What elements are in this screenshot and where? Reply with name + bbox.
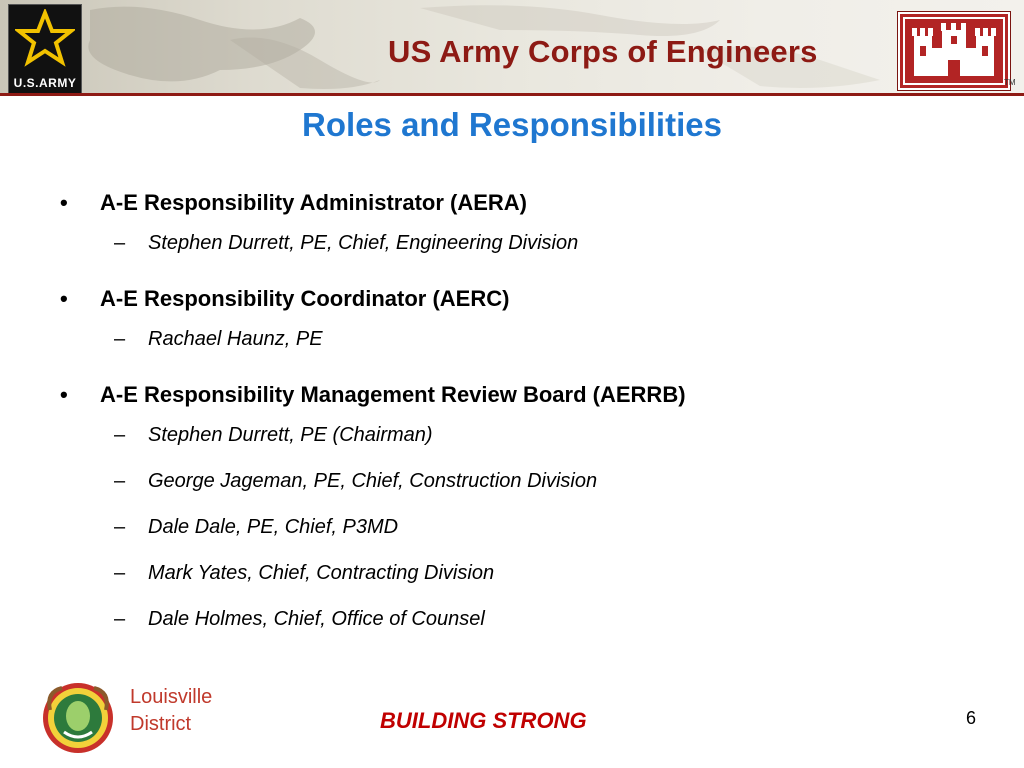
- role-heading-text: A-E Responsibility Coordinator (AERC): [100, 286, 510, 311]
- people-list: [56, 412, 986, 642]
- bullet-icon: •: [60, 286, 68, 311]
- people-list: [56, 316, 986, 362]
- person-text: Stephen Durrett, PE (Chairman): [148, 424, 433, 446]
- bullet-icon: •: [60, 382, 68, 407]
- people-list: [56, 220, 986, 266]
- bullet-icon: •: [60, 190, 68, 215]
- page-number: 6: [966, 708, 977, 728]
- role-item: [56, 282, 986, 362]
- role-heading: [56, 282, 986, 316]
- person-item: [56, 412, 986, 458]
- dash-icon: –: [114, 328, 126, 350]
- role-heading-text: A-E Responsibility Administrator (AERA): [100, 190, 527, 215]
- person-item: [56, 596, 986, 642]
- header-title: US Army Corps of Engineers: [388, 34, 818, 69]
- role-item: [56, 186, 986, 266]
- role-heading-text: A-E Responsibility Management Review Board (AERRB): [100, 382, 686, 407]
- trademark: TM: [1004, 78, 1016, 87]
- person-item: [56, 458, 986, 504]
- district-name: [130, 684, 212, 738]
- dash-icon: –: [114, 470, 126, 492]
- person-text: George Jageman, PE, Chief, Construction Division: [148, 470, 598, 492]
- dash-icon: –: [114, 608, 126, 630]
- dash-icon: –: [114, 232, 126, 254]
- person-text: Rachael Haunz, PE: [148, 328, 323, 350]
- person-text: Dale Holmes, Chief, Office of Counsel: [148, 608, 485, 630]
- slide-title: Roles and Responsibilities: [302, 106, 722, 143]
- person-text: Stephen Durrett, PE, Chief, Engineering Division: [148, 232, 579, 254]
- person-item: [56, 220, 986, 266]
- district-line-1: Louisville: [130, 686, 213, 708]
- roles-list: [56, 186, 986, 658]
- header-banner: [0, 0, 1024, 96]
- role-heading: [56, 186, 986, 220]
- person-item: [56, 550, 986, 596]
- us-army-logo: [8, 4, 82, 94]
- person-text: Dale Dale, PE, Chief, P3MD: [148, 516, 399, 538]
- district-line-2: District: [130, 713, 192, 735]
- dash-icon: –: [114, 424, 126, 446]
- person-item: [56, 316, 986, 362]
- header-divider: [0, 93, 1024, 96]
- star-icon: [15, 9, 75, 69]
- us-army-label: U.S.ARMY: [13, 76, 77, 90]
- person-item: [56, 504, 986, 550]
- district-seal-icon: [40, 680, 116, 756]
- role-item: [56, 378, 986, 642]
- dash-icon: –: [114, 562, 126, 584]
- motto: BUILDING STRONG: [380, 708, 587, 733]
- dash-icon: –: [114, 516, 126, 538]
- person-text: Mark Yates, Chief, Contracting Division: [148, 562, 495, 584]
- castle-icon: [898, 12, 1010, 90]
- role-heading: [56, 378, 986, 412]
